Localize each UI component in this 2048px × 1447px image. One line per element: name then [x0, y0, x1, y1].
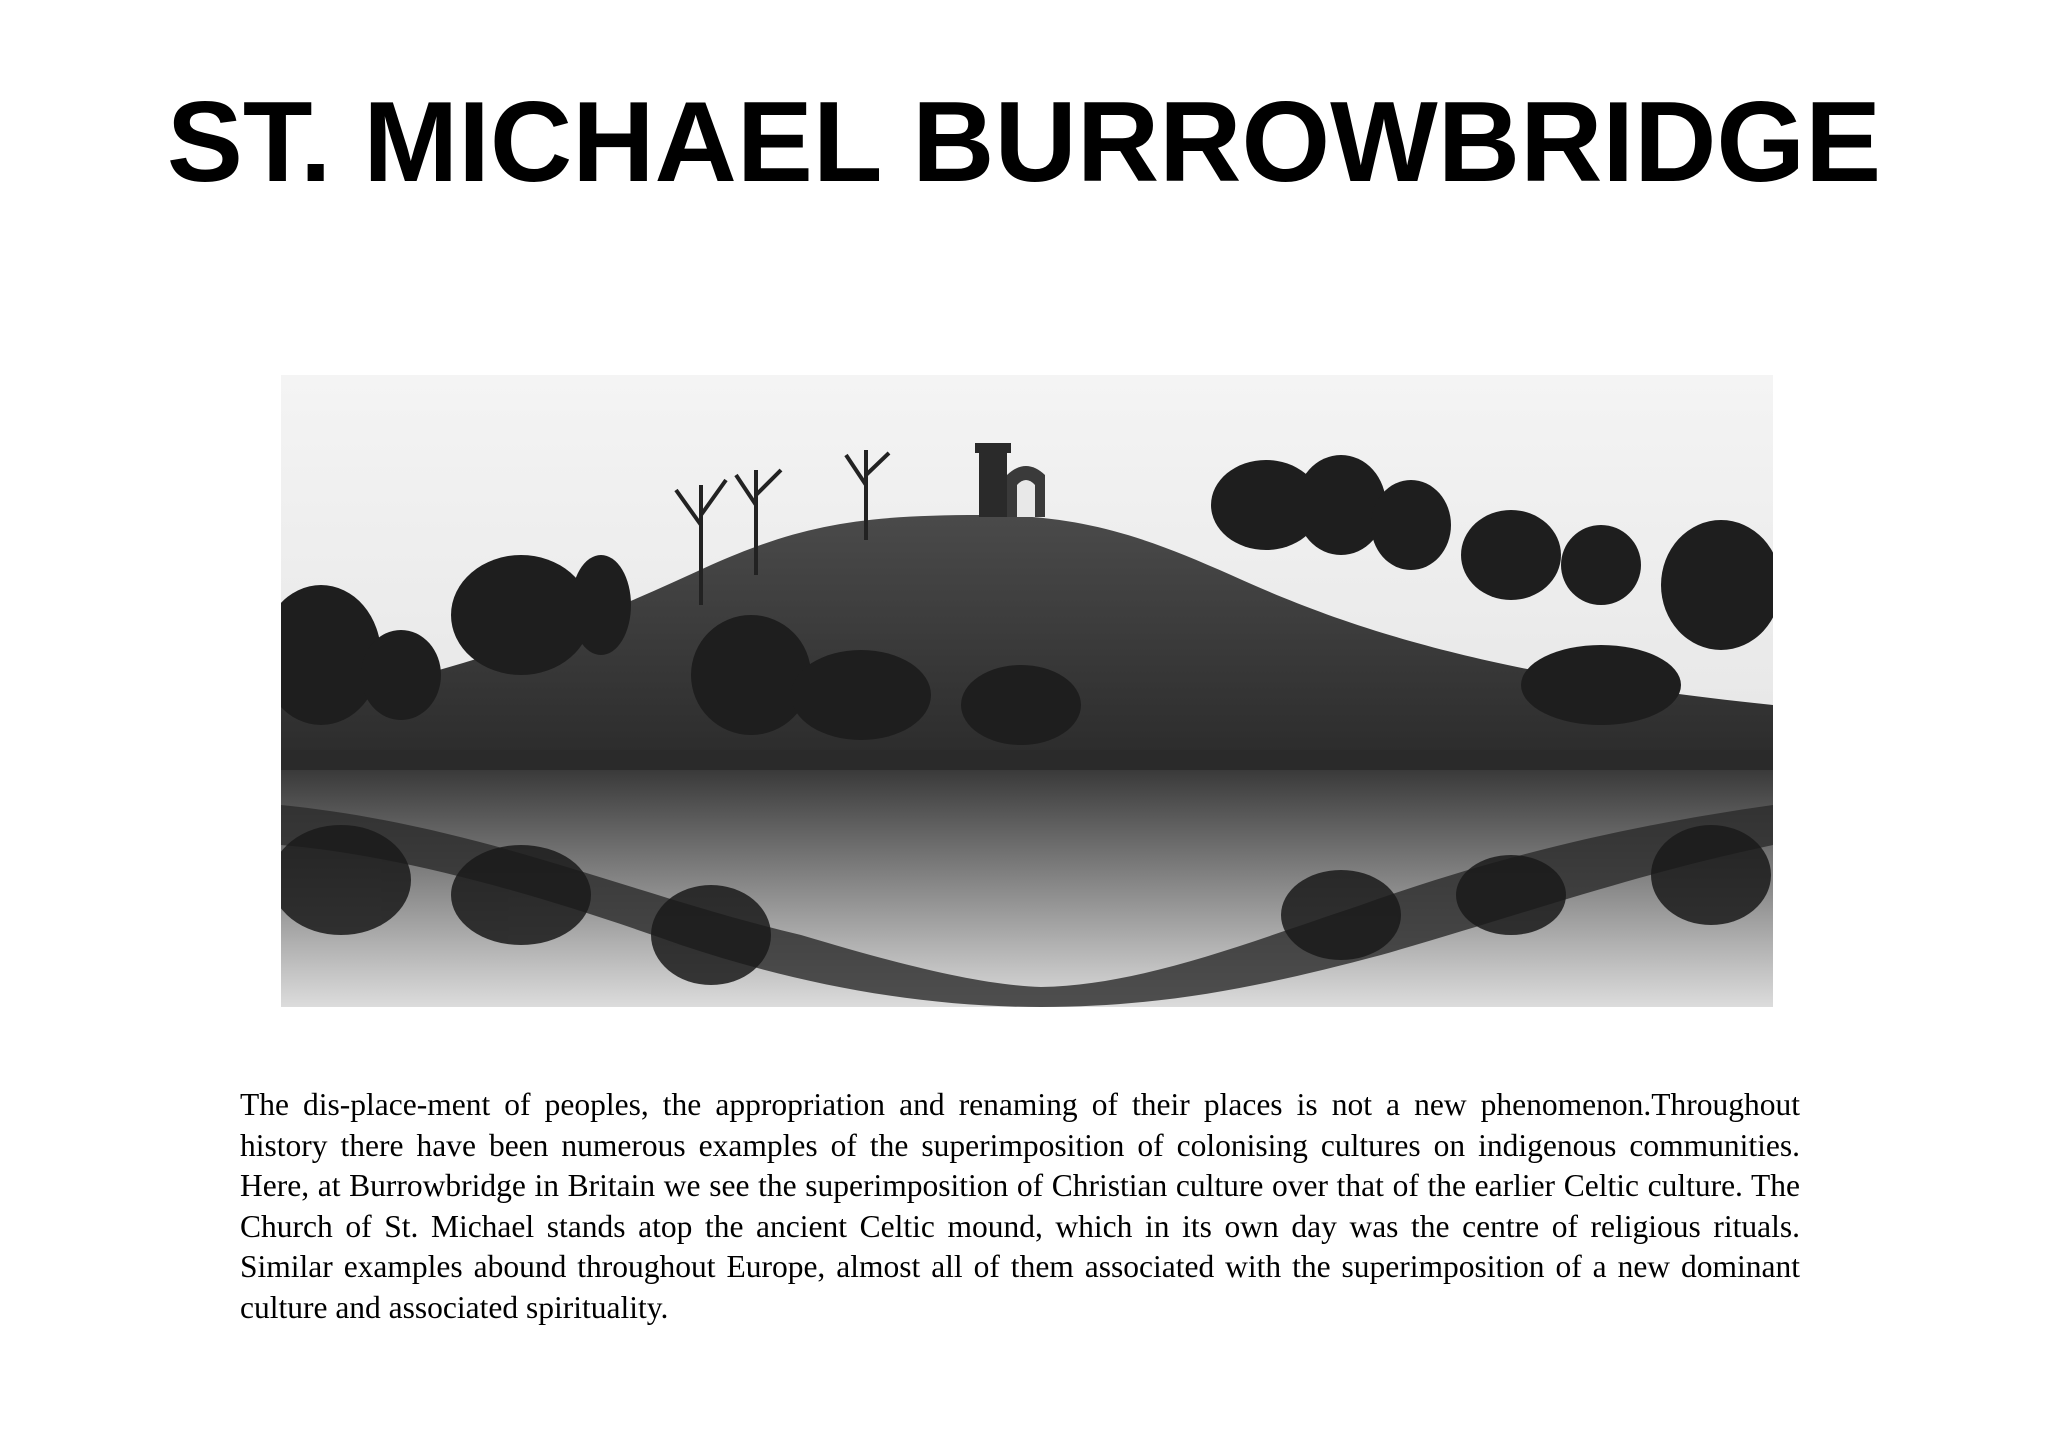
page-title: ST. MICHAEL BURROWBRIDGE	[166, 79, 1882, 206]
burrowbridge-mump-photo	[281, 375, 1773, 1007]
description-paragraph: The dis-place-ment of peoples, the appropriation and renaming of their places is not a new phenomenon.Throughout history there have been numerous examples of the superimposition of colonising cultures on indigenous communities. Here, at Burrowbridge in Britain we see the superimposition of Christian culture over that of the earlier Celtic culture. The Church of St. Michael stands atop the ancient Celtic mound, which in its own day was the centre of religious rituals. Similar examples abound throughout Europe, almost all of them associated with the superimposition of a new dominant culture and associated spirituality.	[240, 1087, 1800, 1325]
